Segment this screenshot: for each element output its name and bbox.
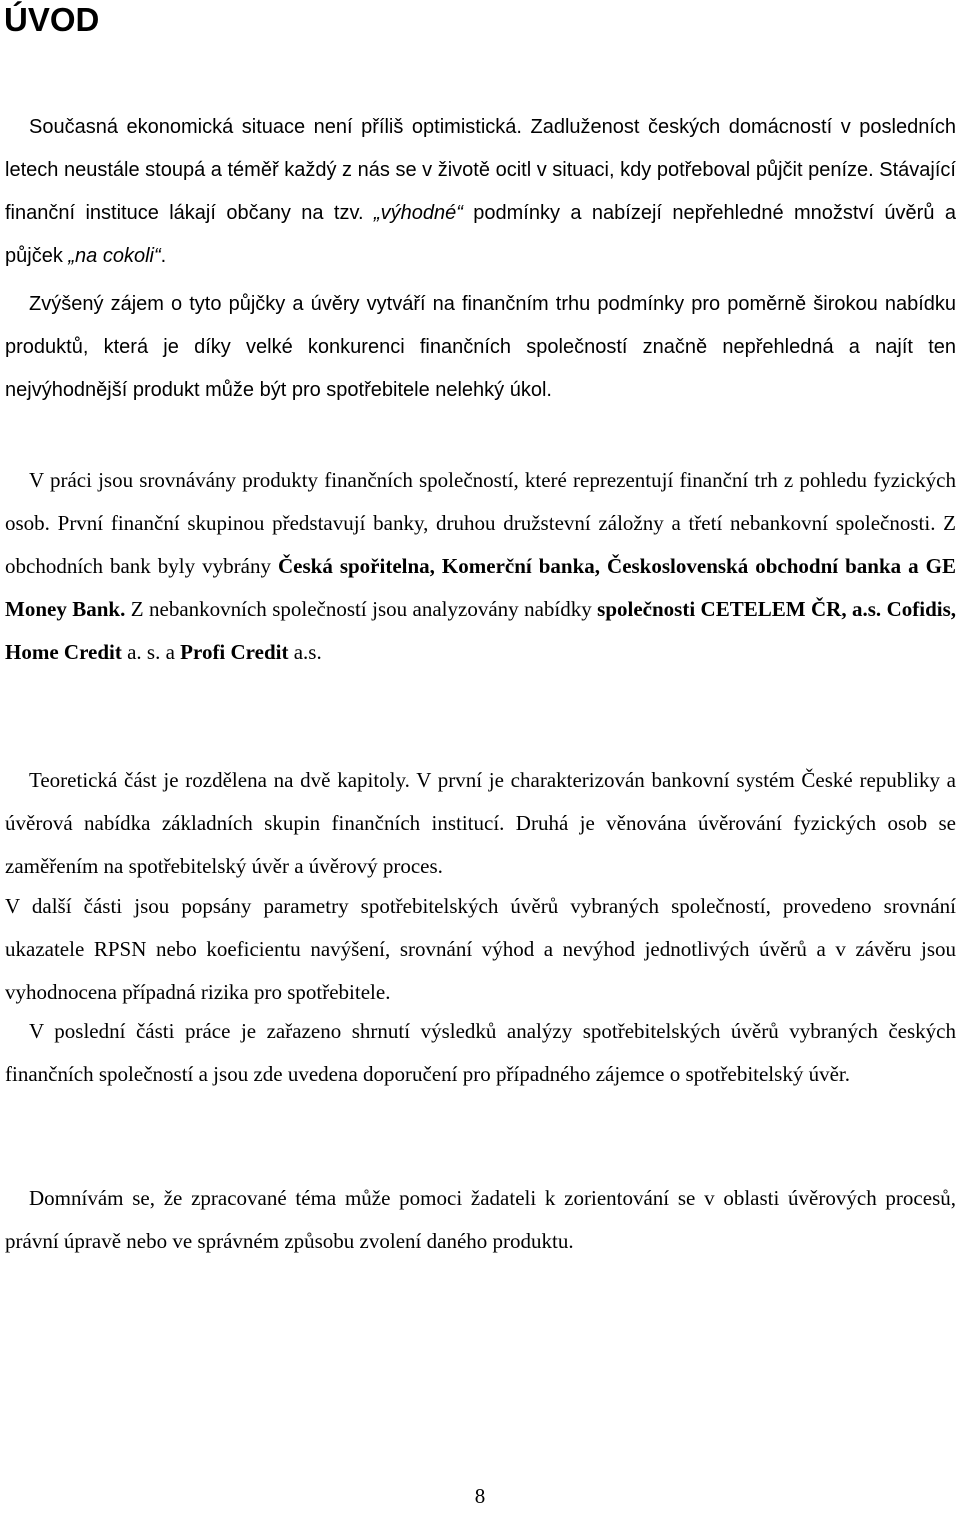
scope-profi-credit: Profi Credit — [180, 640, 289, 664]
scope-text-1: V práci jsou srovnávány produkty finančních společností, které reprezentují finanční trh z pohledu fyzických osob. První finanční skupinou představují banky, druhou družstevní záložny a třetí nebankovní společnosti. Z obchodních bank byly vybrány — [5, 468, 956, 578]
intro-text-3: . — [160, 245, 167, 267]
page-title: ÚVOD — [4, 1, 100, 38]
paragraph-analysis: V další části jsou popsány parametry spotřebitelských úvěrů vybraných společností, provedeno srovnání ukazatele RPSN nebo koeficientu navýšení, srovnání výhod a nevýhod jednotlivých úvěrů a v závěru jsou vyhodnocena případná rizika pro spotřebitele. — [5, 894, 956, 1004]
paragraph-scope — [5, 459, 956, 674]
intro-text-2: podmínky a nabízejí nepřehledné množství úvěrů a půjček — [5, 202, 956, 267]
intro-text-1: Současná ekonomická situace není příliš optimistická. Zadluženost českých domácností v posledních letech neustále stoupá a téměř každý z nás se v životě ocitl v situaci, kdy potřeboval půjčit peníze. Stávající finanční instituce lákají občany na tzv. — [5, 116, 956, 224]
paragraph-theory: Teoretická část je rozdělena na dvě kapitoly. V první je charakterizován bankovní systém České republiky a úvěrová nabídka základních skupin finančních institucí. Druhá je věnována úvěrování fyzických osob se zaměřením na spotřebitelský úvěr a úvěrový proces. — [5, 768, 956, 878]
scope-cofidis-home-credit: Cofidis, Home Credit — [5, 597, 957, 664]
page-number: 8 — [474, 1484, 486, 1508]
scope-text-2: Z nebankovních společností jsou analyzovány nabídky — [125, 597, 598, 621]
scope-cetelem: společnosti CETELEM ČR, a.s. — [597, 597, 882, 621]
paragraph-intro — [5, 106, 956, 278]
scope-text-5: a.s. — [288, 640, 322, 664]
intro-quote-vyhodne: „výhodné“ — [373, 202, 463, 224]
paragraph-summary: V poslední části práce je zařazeno shrnutí výsledků analýzy spotřebitelských úvěrů vybraných českých finančních společností a jsou zde uvedena doporučení pro případného zájemce o spotřebitelský úvěr. — [5, 1019, 956, 1086]
intro-quote-na-cokoli: „na cokoli“ — [68, 245, 161, 267]
scope-banks: Česká spořitelna, Komerční banka, Československá obchodní banka a GE Money Bank. — [5, 554, 956, 621]
scope-text-4: a. s. a — [121, 640, 181, 664]
paragraph-demand: Zvýšený zájem o tyto půjčky a úvěry vytváří na finančním trhu podmínky pro poměrně širokou nabídku produktů, která je díky velké konkurenci finančních společností značně nepřehledná a najít ten nejvýhodnější produkt může být pro spotřebitele nelehký úkol. — [5, 293, 956, 401]
paragraph-conclusion: Domnívám se, že zpracované téma může pomoci žadateli k zorientování se v oblasti úvěrových procesů, právní úpravě nebo ve správném způsobu zvolení daného produktu. — [5, 1186, 956, 1253]
